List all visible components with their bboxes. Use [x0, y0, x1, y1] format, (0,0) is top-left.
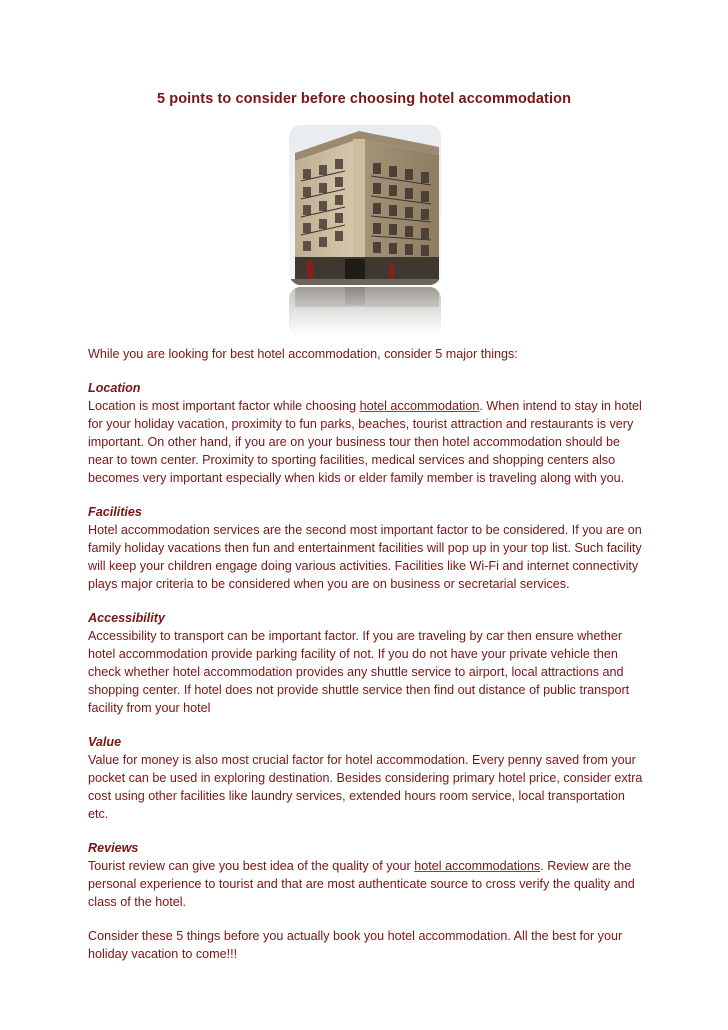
section-heading: Facilities	[88, 505, 142, 519]
hotel-image-reflection	[289, 287, 441, 335]
section-text: Hotel accommodation services are the second most important factor to be considered. If you are on family holiday vacations then fun and entertainment facilities will pop up in your top list. Such facility will keep your children engage doing various activities. Facilities like Wi-Fi and internet connectivity plays major criteria to be considered when you are on business or secretarial services.	[88, 523, 642, 591]
section-reviews	[88, 839, 648, 911]
closing-paragraph: Consider these 5 things before you actually book you hotel accommodation. All the best for your holiday vacation to come!!!	[88, 929, 623, 961]
section-text: Value for money is also most crucial factor for hotel accommodation. Every penny saved from your pocket can be used in exploring destination. Besides considering primary hotel price, consider extra cost using other facilities like laundry services, extended hours room service, local transportation etc.	[88, 753, 643, 821]
section-facilities	[88, 503, 648, 593]
section-heading: Accessibility	[88, 611, 166, 625]
section-value	[88, 733, 648, 823]
article-body	[88, 345, 648, 979]
hotel-accommodation-link[interactable]: hotel accommodation	[359, 399, 480, 413]
section-heading: Value	[88, 735, 122, 749]
intro-paragraph: While you are looking for best hotel accommodation, consider 5 major things:	[88, 347, 518, 361]
section-location	[88, 379, 648, 487]
section-text: Location is most important factor while choosing	[88, 399, 360, 413]
section-accessibility	[88, 609, 648, 717]
section-heading: Location	[88, 381, 141, 395]
section-text: . When intend to stay in hotel for your holiday vacation, proximity to fun parks, beaches, tourist attraction and restaurants is very important. On other hand, if you are on your business tour then hotel accommodation should be near to town center. Proximity to sporting facilities, medical services and shopping centers also becomes very important especially when kids or elder family member is traveling along with you.	[88, 399, 642, 485]
section-text: . Review are the personal experience to tourist and that are most authenticate source to cross verify the quality and class of the hotel.	[88, 859, 635, 909]
page-title: 5 points to consider before choosing hotel accommodation	[156, 91, 572, 107]
hotel-accommodations-link[interactable]: hotel accommodations	[414, 859, 541, 873]
section-heading: Reviews	[88, 841, 139, 855]
hotel-photo	[289, 125, 441, 335]
hotel-building-image	[289, 125, 441, 285]
section-text: Accessibility to transport can be important factor. If you are traveling by car then ensure whether hotel accommodation provide parking facility of not. If you do not have your private vehicle then check whether hotel accommodation provides any shuttle service to airport, local attractions and shopping center. If hotel does not provide shuttle service then find out distance of public transport facility from your hotel	[88, 629, 630, 715]
section-text: Tourist review can give you best idea of the quality of your	[88, 859, 415, 873]
